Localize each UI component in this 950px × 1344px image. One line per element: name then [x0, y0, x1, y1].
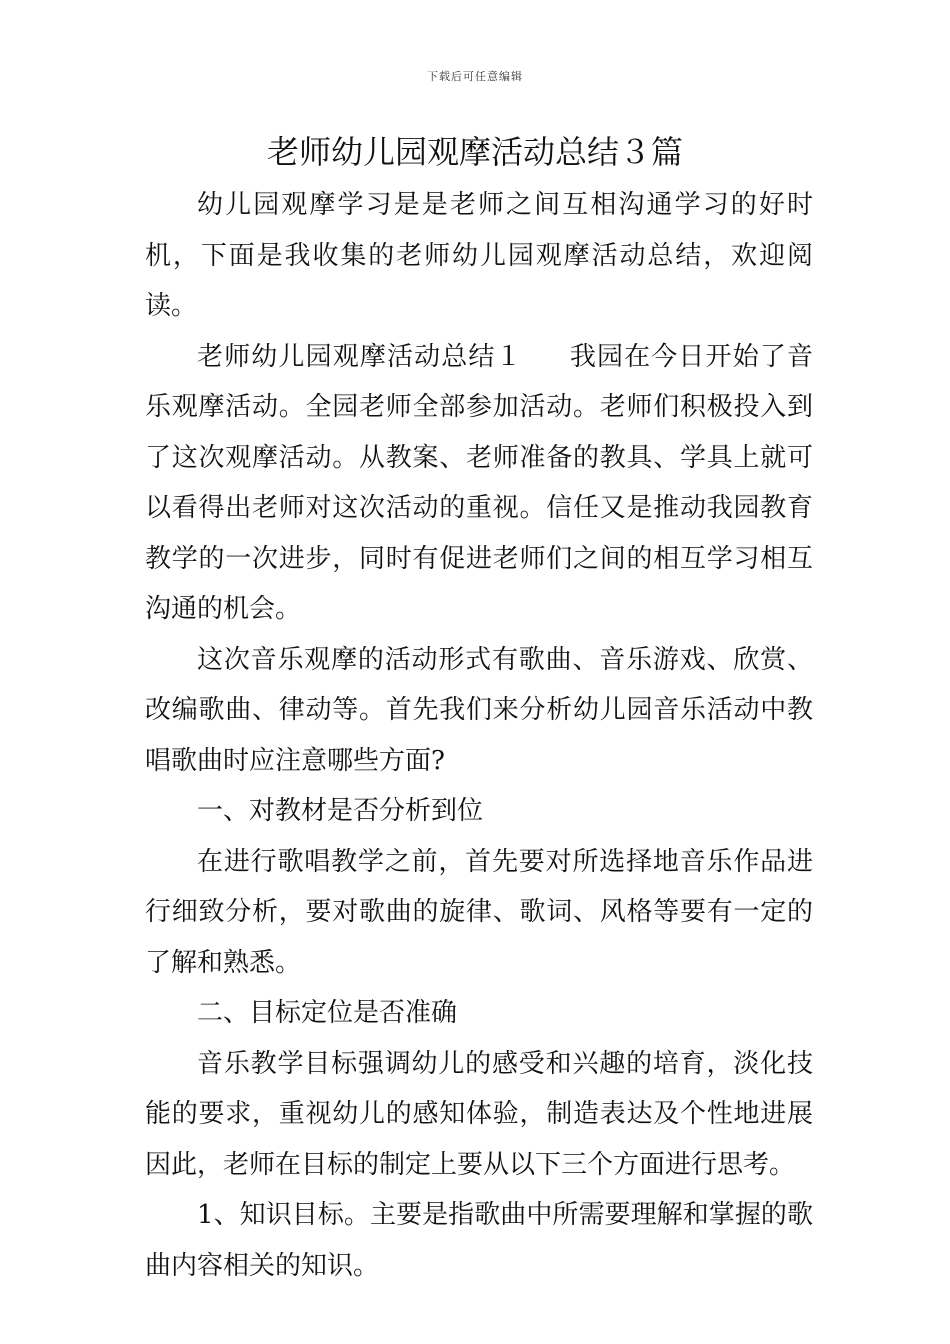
point-one-heading: 一、对教材是否分析到位: [197, 796, 484, 826]
point-two-heading: 二、目标定位是否准确: [197, 998, 458, 1028]
activity-forms-paragraph: 这次音乐观摩的活动形式有歌曲、音乐游戏、欣赏、改编歌曲、律动等。首先我们来分析幼儿园音乐活动中教唱歌曲时应注意哪些方面?: [145, 644, 813, 776]
point-one-paragraph: 在进行歌唱教学之前，首先要对所选择地音乐作品进行细致分析，要对歌曲的旋律、歌词、风格等要有一定的了解和熟悉。: [145, 846, 813, 978]
document-title: 老师幼儿园观摩活动总结３篇: [266, 133, 683, 171]
knowledge-goal-paragraph: 1、知识目标。主要是指歌曲中所需要理解和掌握的歌曲内容相关的知识。: [145, 1200, 813, 1281]
section-1-text: 我园在今日开始了音乐观摩活动。全园老师全部参加活动。老师们积极投入到了这次观摩活动。从教案、老师准备的教具、学具上就可以看得出老师对这次活动的重视。信任又是推动我园教育教学的一次进步，同时有促进老师们之间的相互学习相互沟通的机会。: [145, 341, 813, 624]
point-two-paragraph: 音乐教学目标强调幼儿的感受和兴趣的培育，淡化技能的要求，重视幼儿的感知体验，制造表达及个性地进展因此，老师在目标的制定上要从以下三个方面进行思考。: [145, 1048, 813, 1180]
intro-paragraph: 幼儿园观摩学习是是老师之间互相沟通学习的好时机，下面是我收集的老师幼儿园观摩活动总结，欢迎阅读。: [145, 190, 813, 321]
section-1-paragraph: [145, 332, 813, 635]
section-1-heading: 老师幼儿园观摩活动总结１: [197, 341, 523, 372]
header-note: 下载后可任意编辑: [427, 70, 523, 83]
document-body: [145, 180, 813, 1291]
